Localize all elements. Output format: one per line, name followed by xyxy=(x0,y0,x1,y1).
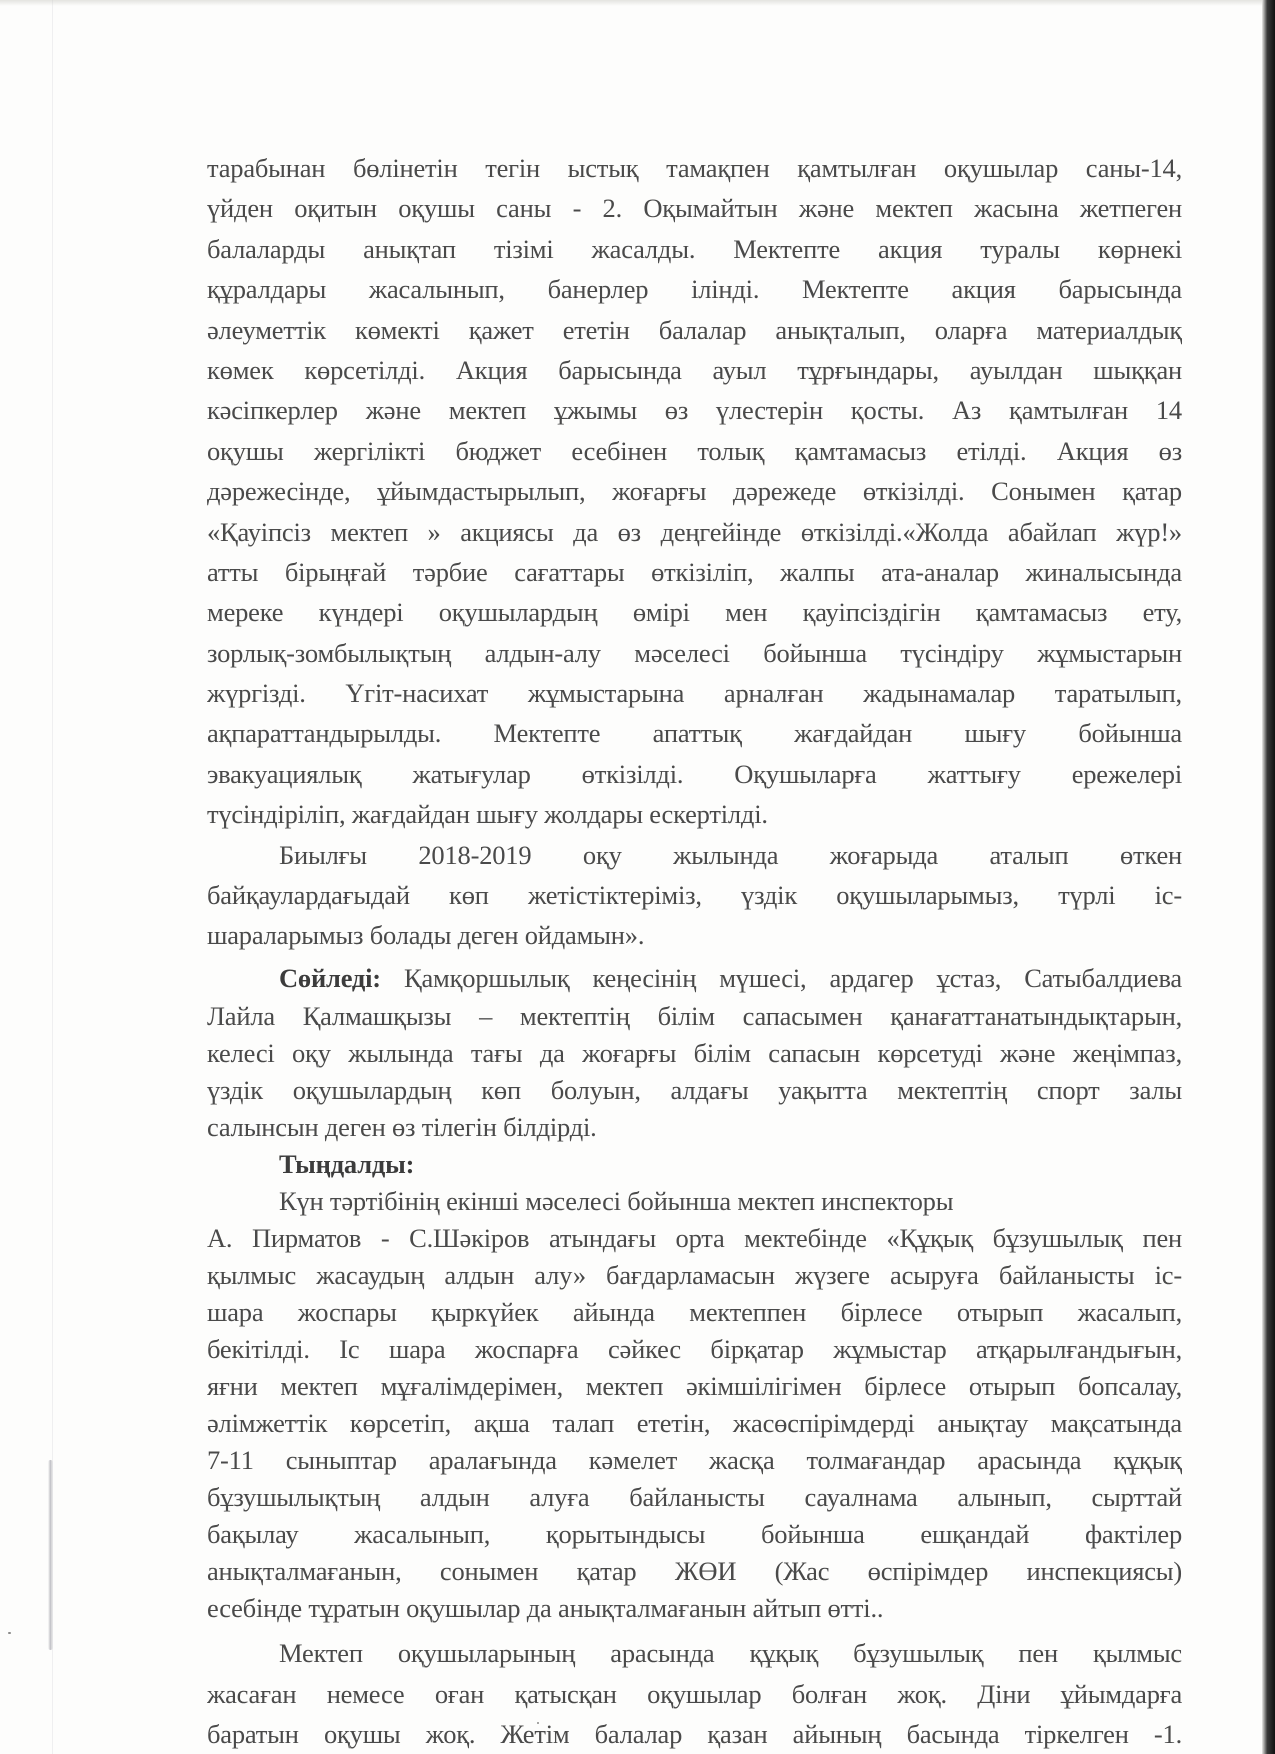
text-line: құралдары жасалынып, банерлер ілінді. Мектепте акция барысында xyxy=(207,274,1182,305)
text-line: А. Пирматов - С.Шәкіров атындағы орта мектебінде «Құқық бұзушылық пен xyxy=(207,1223,1182,1254)
paragraph-5 xyxy=(207,1633,1182,1754)
text-line: баратын оқушы жоқ. Жетім балалар қазан айының басында тіркелген -1. xyxy=(207,1718,1182,1749)
text-line: Күн тәртібінің екінші мәселесі бойынша мектеп инспекторы xyxy=(279,1186,954,1217)
scan-top-edge xyxy=(0,0,1262,6)
text-line: зорлық-зомбылықтың алдын-алу мәселесі бойынша түсіндіру жұмыстарын xyxy=(207,637,1182,668)
text-line: байқаулардағыдай көп жетістіктеріміз, үздік оқушыларымыз, түрлі іс- xyxy=(207,880,1182,911)
text-line: яғни мектеп мұғалімдерімен, мектеп әкімшілігімен бірлесе отырып бопсалау, xyxy=(207,1371,1182,1402)
text-line: бұзушылықтың алдын алуға байланысты сауалнама алынып, сырттай xyxy=(207,1482,1182,1513)
text-line: тарабынан бөлінетін тегін ыстық тамақпен қамтылған оқушылар саны-14, xyxy=(207,153,1182,183)
section-heading: Тыңдалды: xyxy=(279,1149,415,1180)
paragraph-4 xyxy=(207,1183,1182,1627)
text-line: үздік оқушылардың көп болуын, алдағы уақытта мектептің спорт залы xyxy=(207,1075,1182,1106)
text-line: «Қауіпсіз мектеп » акциясы да өз деңгейінде өткізілді.«Жолда абайлап жүр!» xyxy=(207,516,1182,547)
text-line: үйден оқитын оқушы саны - 2. Оқымайтын және мектеп жасына жетпеген xyxy=(207,193,1182,224)
text-line: жасаған немесе оған қатысқан оқушылар болған жоқ. Діни ұйымдарға xyxy=(207,1678,1182,1709)
scan-right-border xyxy=(1262,0,1275,1754)
text-line: Биылғы 2018-2019 оқу жылында жоғарыда аталып өткен xyxy=(279,839,1182,870)
text-line: шара жоспары қыркүйек айында мектеппен бірлесе отырып жасалып, xyxy=(207,1297,1182,1328)
paragraph-3 xyxy=(207,958,1182,1146)
text-fragment: Қамқоршылық кеңесінің мүшесі, ардагер ұстаз, Сатыбалдиева xyxy=(380,962,1182,993)
text-line: шараларымыз болады деген ойдамын». xyxy=(207,920,645,951)
text-line: дәрежесінде, ұйымдастырылып, жоғарғы дәрежеде өткізілді. Сонымен қатар xyxy=(207,476,1182,507)
text-line: бекітілді. Іс шара жоспарға сәйкес бірқатар жұмыстар атқарылғандығын, xyxy=(207,1334,1182,1365)
text-line: келесі оқу жылында тағы да жоғарғы білім сапасын көрсетуді және жеңімпаз, xyxy=(207,1038,1182,1069)
text-line: кәсіпкерлер және мектеп ұжымы өз үлестерін қосты. Аз қамтылған 14 xyxy=(207,395,1182,426)
text-line: әлеуметтік көмекті қажет ететін балалар анықталып, оларға материалдық xyxy=(207,314,1182,345)
text-line: балаларды анықтап тізімі жасалды. Мектепте акция туралы көрнекі xyxy=(207,233,1182,264)
paragraph-2 xyxy=(207,835,1182,956)
spoke-label: Сөйледі: xyxy=(279,962,381,993)
text-line: 7-11 сыныптар аралағында кәмелет жасқа толмағандар арасында құқық xyxy=(207,1445,1182,1476)
text-line: бақылау жасалынып, қорытындысы бойынша ешқандай фактілер xyxy=(207,1519,1182,1550)
binder-mark xyxy=(48,1460,53,1650)
text-line xyxy=(207,958,1182,998)
text-line: қылмыс жасаудың алдын алу» бағдарламасын жүзеге асыруға байланысты іс- xyxy=(207,1260,1182,1291)
text-line: эвакуациялық жатығулар өткізілді. Оқушыларға жаттығу ережелері xyxy=(207,758,1182,789)
text-line: оқушы жергілікті бюджет есебінен толық қамтамасыз етілді. Акция өз xyxy=(207,435,1182,466)
document-body xyxy=(207,148,1182,1754)
paragraph-1 xyxy=(207,148,1182,835)
text-line: түсіндіріліп, жағдайдан шығу жолдары ескертілді. xyxy=(207,799,768,830)
text-line: әлімжеттік көрсетіп, ақша талап ететін, жасөспірімдерді анықтау мақсатында xyxy=(207,1408,1182,1439)
text-line: салынсын деген өз тілегін білдірді. xyxy=(207,1112,597,1143)
text-line: мереке күндері оқушылардың өмірі мен қауіпсіздігін қамтамасыз ету, xyxy=(207,597,1182,628)
stray-mark xyxy=(8,1632,11,1634)
text-line: ақпараттандырылды. Мектепте апаттық жағдайдан шығу бойынша xyxy=(207,718,1182,749)
text-line: Лайла Қалмашқызы – мектептің білім сапасымен қанағаттанатындықтарын, xyxy=(207,1001,1182,1032)
text-line: есебінде тұратын оқушылар да анықталмағанын айтып өтті.. xyxy=(207,1593,884,1624)
text-line: анықталмағанын, сонымен қатар ЖӨИ (Жас өспірімдер инспекциясы) xyxy=(207,1556,1182,1587)
text-line: атты бірыңғай тәрбие сағаттары өткізіліп, жалпы ата-аналар жиналысында xyxy=(207,556,1182,587)
text-line: көмек көрсетілді. Акция барысында ауыл тұрғындары, ауылдан шыққан xyxy=(207,354,1182,385)
text-line: жүргізді. Үгіт-насихат жұмыстарына арналған жадынамалар таратылып, xyxy=(207,678,1182,709)
text-line: Мектеп оқушыларының арасында құқық бұзушылық пен қылмыс xyxy=(279,1638,1182,1669)
